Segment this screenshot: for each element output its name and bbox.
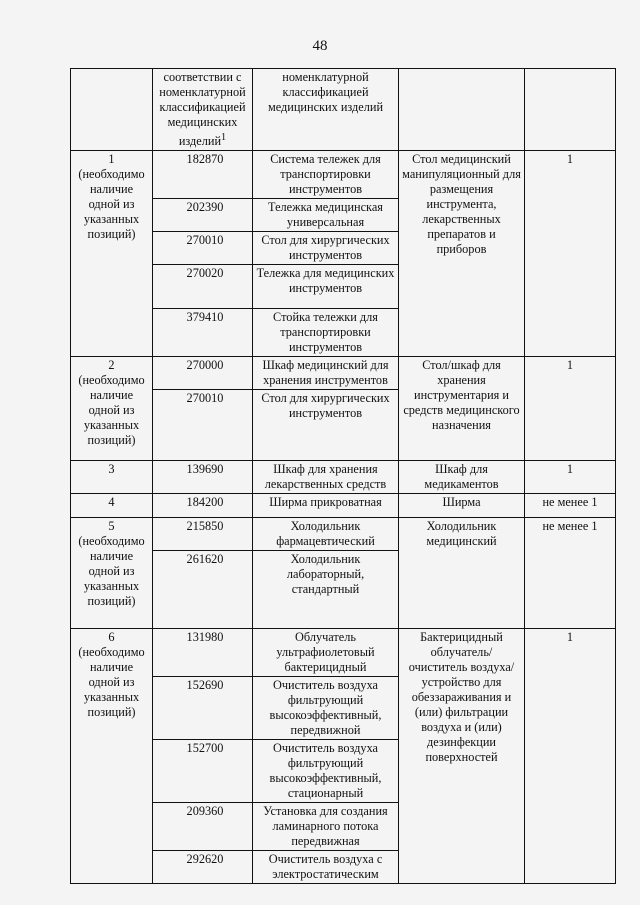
footnote-mark: 1	[221, 132, 227, 143]
equipment-table	[70, 68, 616, 884]
item-name: Шкаф медицинский для хранения инструментов	[253, 357, 399, 390]
equipment-name: Шкаф для медикаментов	[399, 461, 525, 494]
quantity: 1	[525, 629, 616, 884]
item-name: Тележка медицинская универсальная	[253, 199, 399, 232]
item-code: 202390	[153, 199, 253, 232]
header-row	[71, 69, 616, 151]
group-label: 1 (необходимо наличие одной из указанных позиций)	[71, 151, 153, 357]
item-name: Стойка тележки для транспортировки инструментов	[253, 309, 399, 357]
equipment-name: Холодильник медицинский	[399, 518, 525, 629]
item-name: Установка для создания ламинарного потока передвижная	[253, 803, 399, 851]
item-name: Шкаф для хранения лекарственных средств	[253, 461, 399, 494]
quantity: 1	[525, 461, 616, 494]
header-text: соответствии с номенклатурной классификацией медицинских изделий	[159, 70, 246, 149]
item-code: 182870	[153, 151, 253, 199]
quantity: 1	[525, 151, 616, 357]
header-cell-empty-3	[525, 69, 616, 151]
item-name: Система тележек для транспортировки инструментов	[253, 151, 399, 199]
group-label: 3	[71, 461, 153, 494]
equipment-name: Ширма	[399, 494, 525, 518]
group-label: 5 (необходимо наличие одной из указанных позиций)	[71, 518, 153, 629]
header-cell-empty-2	[399, 69, 525, 151]
item-name: Очиститель воздуха фильтрующий высокоэффективный, передвижной	[253, 677, 399, 740]
equipment-name: Бактерицидный облучатель/ очиститель воздуха/ устройство для обеззараживания и (или) фильтрации воздуха и (или) дезинфекции поверхностей	[399, 629, 525, 884]
item-name: Тележка для медицинских инструментов	[253, 265, 399, 309]
page-number: 48	[312, 38, 328, 54]
item-name: Стол для хирургических инструментов	[253, 390, 399, 461]
item-code: 152700	[153, 740, 253, 803]
group-label: 4	[71, 494, 153, 518]
item-code: 131980	[153, 629, 253, 677]
quantity: не менее 1	[525, 494, 616, 518]
quantity: 1	[525, 357, 616, 461]
item-code: 379410	[153, 309, 253, 357]
item-name: Холодильник лабораторный, стандартный	[253, 551, 399, 629]
item-code: 270010	[153, 232, 253, 265]
item-name: Стол для хирургических инструментов	[253, 232, 399, 265]
equipment-name: Стол медицинский манипуляционный для размещения инструмента, лекарственных препаратов и приборов	[399, 151, 525, 357]
item-code: 270000	[153, 357, 253, 390]
table-row	[71, 494, 616, 518]
header-cell-empty	[71, 69, 153, 151]
item-code: 184200	[153, 494, 253, 518]
table-row	[71, 357, 616, 390]
item-code: 152690	[153, 677, 253, 740]
item-code: 270010	[153, 390, 253, 461]
item-code: 270020	[153, 265, 253, 309]
item-name: Очиститель воздуха с электростатическим	[253, 851, 399, 884]
group-label: 2 (необходимо наличие одной из указанных позиций)	[71, 357, 153, 461]
item-name: Холодильник фармацевтический	[253, 518, 399, 551]
table-row	[71, 151, 616, 199]
item-code: 215850	[153, 518, 253, 551]
item-code: 139690	[153, 461, 253, 494]
table-row	[71, 629, 616, 677]
item-code: 209360	[153, 803, 253, 851]
header-cell-nomenclature: номенклатурной классификацией медицинских изделий	[253, 69, 399, 151]
item-name: Очиститель воздуха фильтрующий высокоэффективный, стационарный	[253, 740, 399, 803]
item-code: 292620	[153, 851, 253, 884]
group-label: 6 (необходимо наличие одной из указанных позиций)	[71, 629, 153, 884]
table-row	[71, 518, 616, 551]
item-code: 261620	[153, 551, 253, 629]
equipment-name: Стол/шкаф для хранения инструментария и средств медицинского назначения	[399, 357, 525, 461]
item-name: Ширма прикроватная	[253, 494, 399, 518]
item-name: Облучатель ультрафиолетовый бактерицидный	[253, 629, 399, 677]
header-cell-classification	[153, 69, 253, 151]
quantity: не менее 1	[525, 518, 616, 629]
table-row	[71, 461, 616, 494]
